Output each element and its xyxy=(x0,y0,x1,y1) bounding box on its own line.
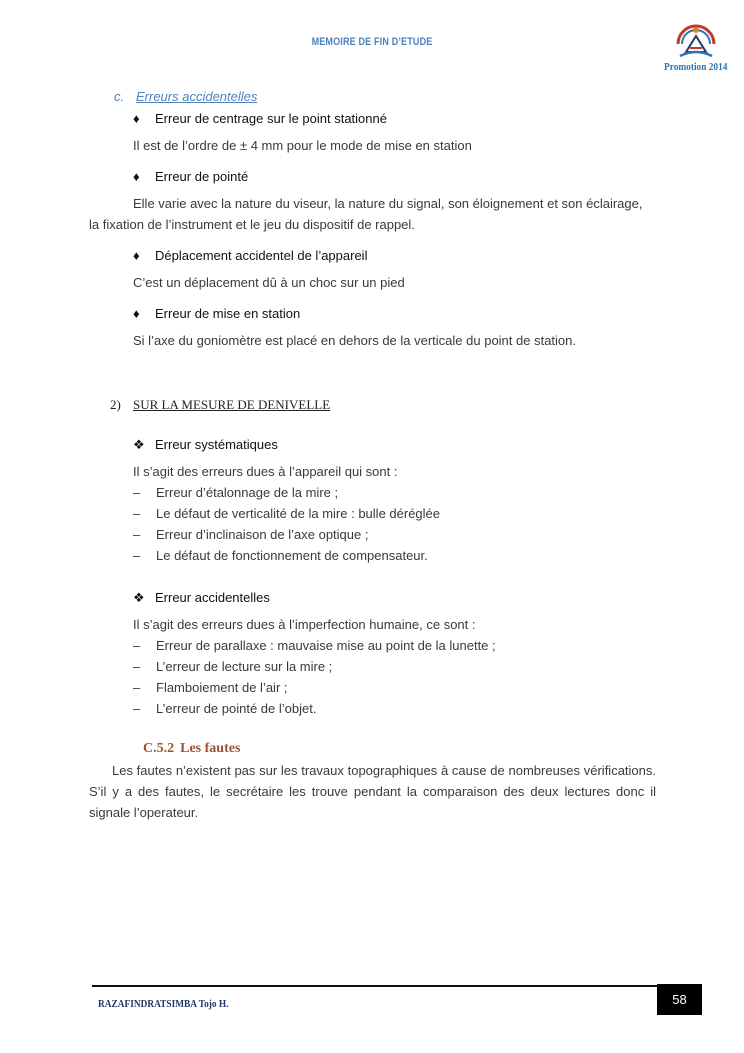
list-item: – Flamboiement de l’air ; xyxy=(133,680,288,695)
list-item: – Le défaut de verticalité de la mire : bulle déréglée xyxy=(133,506,441,521)
bullet-pointe xyxy=(133,169,248,184)
section-c-label: c. xyxy=(114,89,125,104)
accidental-intro: Il s’agit des erreurs dues à l’imperfection humaine, ce sont : xyxy=(133,617,476,632)
footer-divider xyxy=(92,985,658,987)
section-c-title: Erreurs accidentelles xyxy=(136,89,258,104)
diamond-bullet-icon: ♦ xyxy=(133,248,140,263)
diamond-bullet-icon: ♦ xyxy=(133,169,140,184)
paragraph-centrage: Il est de l’ordre de ± 4 mm pour le mode de mise en station xyxy=(133,138,472,153)
school-emblem-icon xyxy=(672,22,720,62)
header-title: MEMOIRE DE FIN D’ETUDE xyxy=(311,36,433,48)
bullet-deplacement xyxy=(133,248,367,263)
subheading-number: C.5.2 xyxy=(143,741,175,756)
section-2-heading xyxy=(110,397,330,413)
systematic-intro: Il s’agit des erreurs dues à l’appareil qui sont : xyxy=(133,464,398,479)
section-2-title: SUR LA MESURE DE DENIVELLE xyxy=(133,397,331,412)
bullet-title: Déplacement accidentel de l’appareil xyxy=(155,248,368,263)
bullet-title: Erreur systématiques xyxy=(155,437,278,452)
paragraph-pointe-line1: Elle varie avec la nature du viseur, la nature du signal, son éloignement et son éclairage, xyxy=(133,196,643,211)
paragraph-fautes: Les fautes n’existent pas sur les travaux topographiques à cause de nombreuses vérifications. S’il y a des fautes, le secrétaire les trouve pendant la comparaison des deux lectures donc il signale l’operateur. xyxy=(89,763,656,820)
paragraph-pointe-line2: la fixation de l’instrument et le jeu du dispositif de rappel. xyxy=(89,217,415,232)
bullet-title: Erreur de centrage sur le point stationné xyxy=(155,111,387,126)
bullet-title: Erreur de pointé xyxy=(155,169,249,184)
bullet-title: Erreur de mise en station xyxy=(155,306,301,321)
diamond-star-bullet-icon: ❖ xyxy=(133,437,145,452)
list-item: – Le défaut de fonctionnement de compensateur. xyxy=(133,548,428,563)
section-2-number: 2) xyxy=(110,397,121,412)
accidental-list xyxy=(133,635,496,719)
footer-author: RAZAFINDRATSIMBA Tojo H. xyxy=(98,998,229,1010)
diamond-star-bullet-icon: ❖ xyxy=(133,590,145,605)
bullet-mise-en-station xyxy=(133,306,300,321)
systematic-list xyxy=(133,482,440,566)
bullet-accidentelles xyxy=(133,590,270,606)
promotion-label: Promotion 2014 xyxy=(664,61,728,73)
bullet-centrage xyxy=(133,111,387,126)
bullet-title: Erreur accidentelles xyxy=(155,590,270,605)
subheading-title: Les fautes xyxy=(180,741,241,756)
list-item: – Erreur d’étalonnage de la mire ; xyxy=(133,485,339,500)
list-item: – L’erreur de lecture sur la mire ; xyxy=(133,659,333,674)
diamond-bullet-icon: ♦ xyxy=(133,306,140,321)
list-item: – Erreur d’inclinaison de l’axe optique ; xyxy=(133,527,369,542)
diamond-bullet-icon: ♦ xyxy=(133,111,140,126)
page-number: 58 xyxy=(657,984,702,1015)
list-item: – Erreur de parallaxe : mauvaise mise au point de la lunette ; xyxy=(133,638,496,653)
subheading-c52 xyxy=(143,741,240,757)
section-c-heading xyxy=(114,89,257,104)
bullet-systematiques xyxy=(133,437,278,453)
paragraph-mise-en-station: Si l’axe du goniomètre est placé en dehors de la verticale du point de station. xyxy=(133,333,576,348)
paragraph-deplacement: C’est un déplacement dû à un choc sur un pied xyxy=(133,275,405,290)
list-item: – L’erreur de pointé de l’objet. xyxy=(133,701,317,716)
